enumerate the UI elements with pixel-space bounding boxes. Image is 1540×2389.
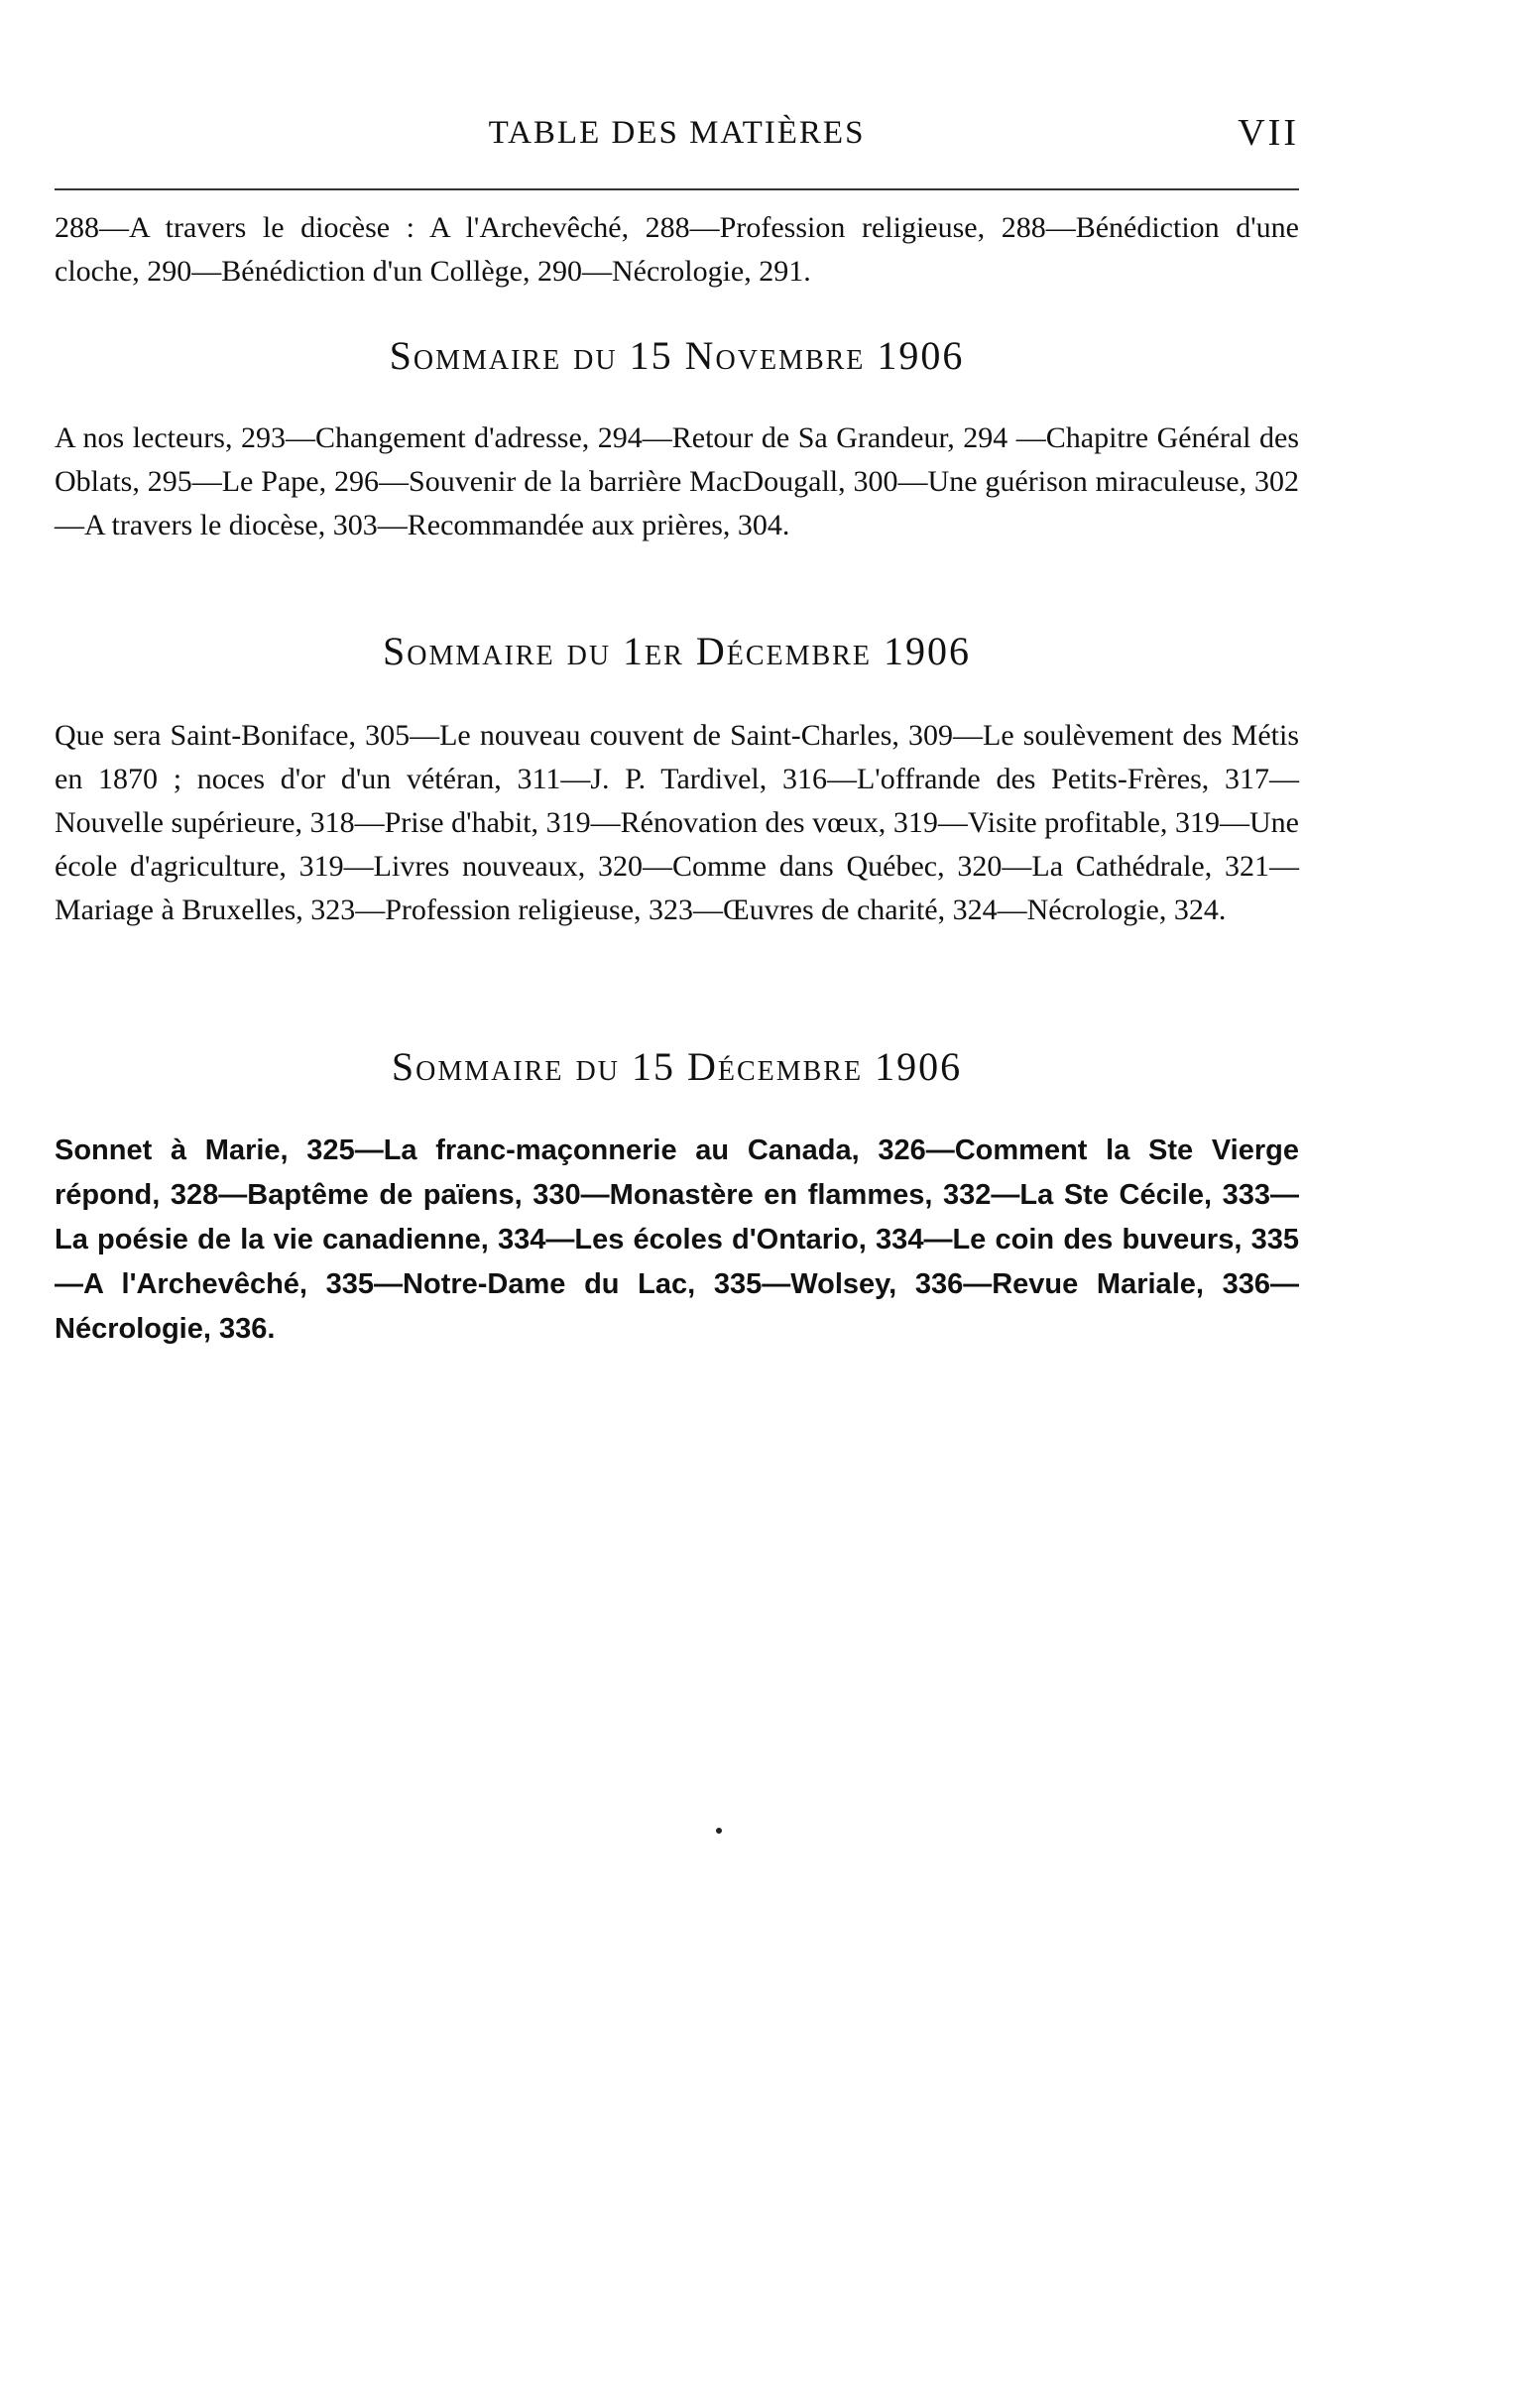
intro-paragraph: 288—A travers le diocèse : A l'Archevêché, 288—Profession religieuse, 288—Bénédiction d'une cloche, 290—Bénédiction d'un Collège, 290—Nécrologie, 291. xyxy=(55,211,1299,288)
running-head xyxy=(55,111,1299,163)
page-number: VII xyxy=(1238,112,1299,154)
printer-mark-dot xyxy=(716,1828,722,1834)
running-title: TABLE DES MATIÈRES xyxy=(488,115,866,151)
section-text-15-novembre: A nos lecteurs, 293—Changement d'adresse, 294—Retour de Sa Grandeur, 294 —Chapitre Général des Oblats, 295—Le Pape, 296—Souvenir de la barrière MacDougall, 300—Une guérison miraculeuse, 302—A travers le diocèse, 303—Recommandée aux prières, 304. xyxy=(55,421,1299,541)
section-text-1er-decembre: Que sera Saint-Boniface, 305—Le nouveau couvent de Saint-Charles, 309—Le soulèvement des Métis en 1870 ; noces d'or d'un vétéran, 311—J. P. Tardivel, 316—L'offrande des Petits-Frères, 317—Nouvelle supérieure, 318—Prise d'habit, 319—Rénovation des vœux, 319—Visite profitable, 319—Une école d'agriculture, 319—Livres nouveaux, 320—Comme dans Québec, 320—La Cathédrale, 321—Mariage à Bruxelles, 323—Profession religieuse, 323—Œuvres de charité, 324—Nécrologie, 324. xyxy=(55,719,1299,926)
section-heading-15-decembre: Sommaire du 15 Décembre 1906 xyxy=(391,1044,963,1089)
section-heading-15-novembre: Sommaire du 15 Novembre 1906 xyxy=(389,333,965,378)
header-rule xyxy=(55,188,1299,190)
section-heading-1er-decembre: Sommaire du 1er Décembre 1906 xyxy=(383,629,971,673)
section-text-15-decembre: Sonnet à Marie, 325—La franc-maçonnerie au Canada, 326—Comment la Ste Vierge répond, 328—Baptême de païens, 330—Monastère en flammes, 332—La Ste Cécile, 333—La poésie de la vie canadienne, 334—Les écoles d'Ontario, 334—Le coin des buveurs, 335—A l'Archevêché, 335—Notre-Dame du Lac, 335—Wolsey, 336—Revue Mariale, 336—Nécrologie, 336. xyxy=(55,1135,1299,1345)
